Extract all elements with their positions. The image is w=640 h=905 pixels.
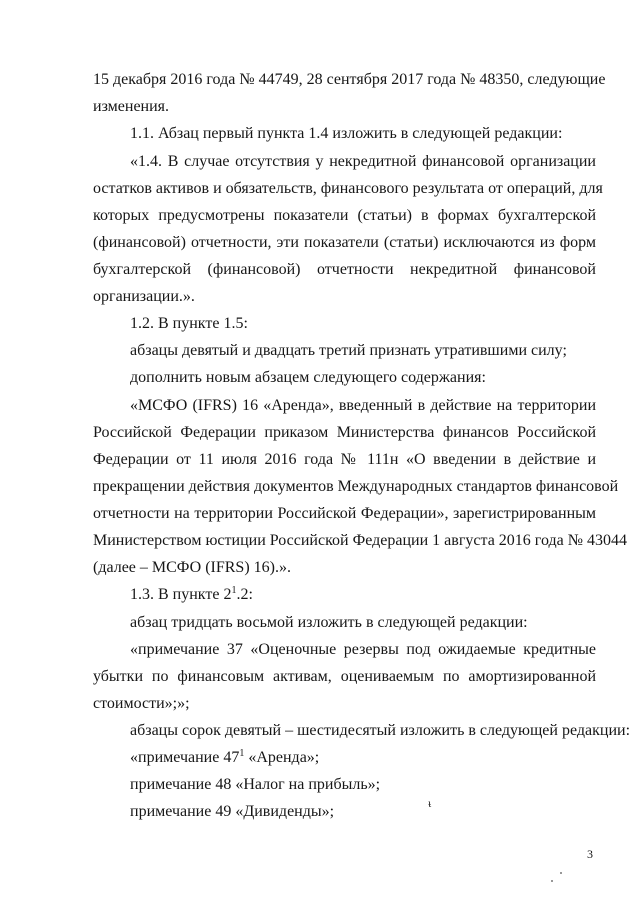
superscript: 1 — [231, 585, 237, 596]
text-line: примечание 48 «Налог на прибыль»; — [130, 776, 381, 793]
text-line: Российской Федерации приказом Министерства финансов Российской — [93, 424, 596, 441]
text-line: абзацы сорок девятый – шестидесятый изложить в следующей редакции: — [130, 722, 631, 739]
text-line: отчетности на территории Российской Федерации», зарегистрированным — [93, 505, 596, 522]
text-fragment: «Аренда»; — [244, 749, 320, 766]
text-line: «МСФО (IFRS) 16 «Аренда», введенный в действие на территории — [130, 397, 596, 414]
text-line: (финансовой) отчетности, эти показатели (статьи) исключаются из форм — [93, 234, 596, 251]
text-line: 1.2. В пункте 1.5: — [130, 315, 248, 332]
text-line: 1.1. Абзац первый пункта 1.4 изложить в следующей редакции: — [130, 125, 563, 142]
text-fragment: «примечание 47 — [130, 749, 240, 766]
text-line: примечание 49 «Дивиденды»; — [130, 803, 335, 820]
text-line — [130, 585, 596, 605]
text-line: (далее – МСФО (IFRS) 16).». — [93, 559, 291, 576]
page-number: 3 — [587, 847, 593, 861]
text-line: Министерством юстиции Российской Федерации 1 августа 2016 года № 43044 — [93, 532, 627, 549]
text-fragment: .2: — [236, 586, 253, 603]
text-line: Федерации от 11 июля 2016 года № 111н «О введении в действие и — [93, 451, 596, 468]
text-line: абзацы девятый и двадцать третий признать утратившими силу; — [130, 342, 567, 359]
text-line: дополнить новым абзацем следующего содержания: — [130, 369, 486, 386]
text-line: «примечание 37 «Оценочные резервы под ожидаемые кредитные — [130, 641, 596, 658]
text-line — [130, 748, 596, 768]
text-line: стоимости»;»; — [93, 695, 190, 712]
superscript: 1 — [239, 748, 245, 759]
text-line: «1.4. В случае отсутствия у некредитной финансовой организации — [130, 153, 596, 170]
text-line: изменения. — [93, 98, 170, 115]
scan-speck — [551, 880, 553, 882]
text-fragment: 1.3. В пункте 2 — [130, 586, 232, 603]
text-line: прекращении действия документов Международных стандартов финансовой — [93, 478, 619, 495]
scan-mark: ᵼ — [428, 796, 432, 810]
scan-speck — [560, 872, 562, 874]
text-line: абзац тридцать восьмой изложить в следующей редакции: — [130, 614, 528, 631]
text-line: которых предусмотрены показатели (статьи) в формах бухгалтерской — [93, 207, 596, 224]
text-line: 15 декабря 2016 года № 44749, 28 сентября 2017 года № 48350, следующие — [93, 71, 606, 88]
text-line: бухгалтерской (финансовой) отчетности некредитной финансовой — [93, 261, 596, 278]
text-line: убытки по финансовым активам, оцениваемым по амортизированной — [93, 668, 596, 685]
text-line: организации.». — [93, 288, 195, 305]
text-line: остатков активов и обязательств, финансового результата от операций, для — [93, 180, 603, 197]
